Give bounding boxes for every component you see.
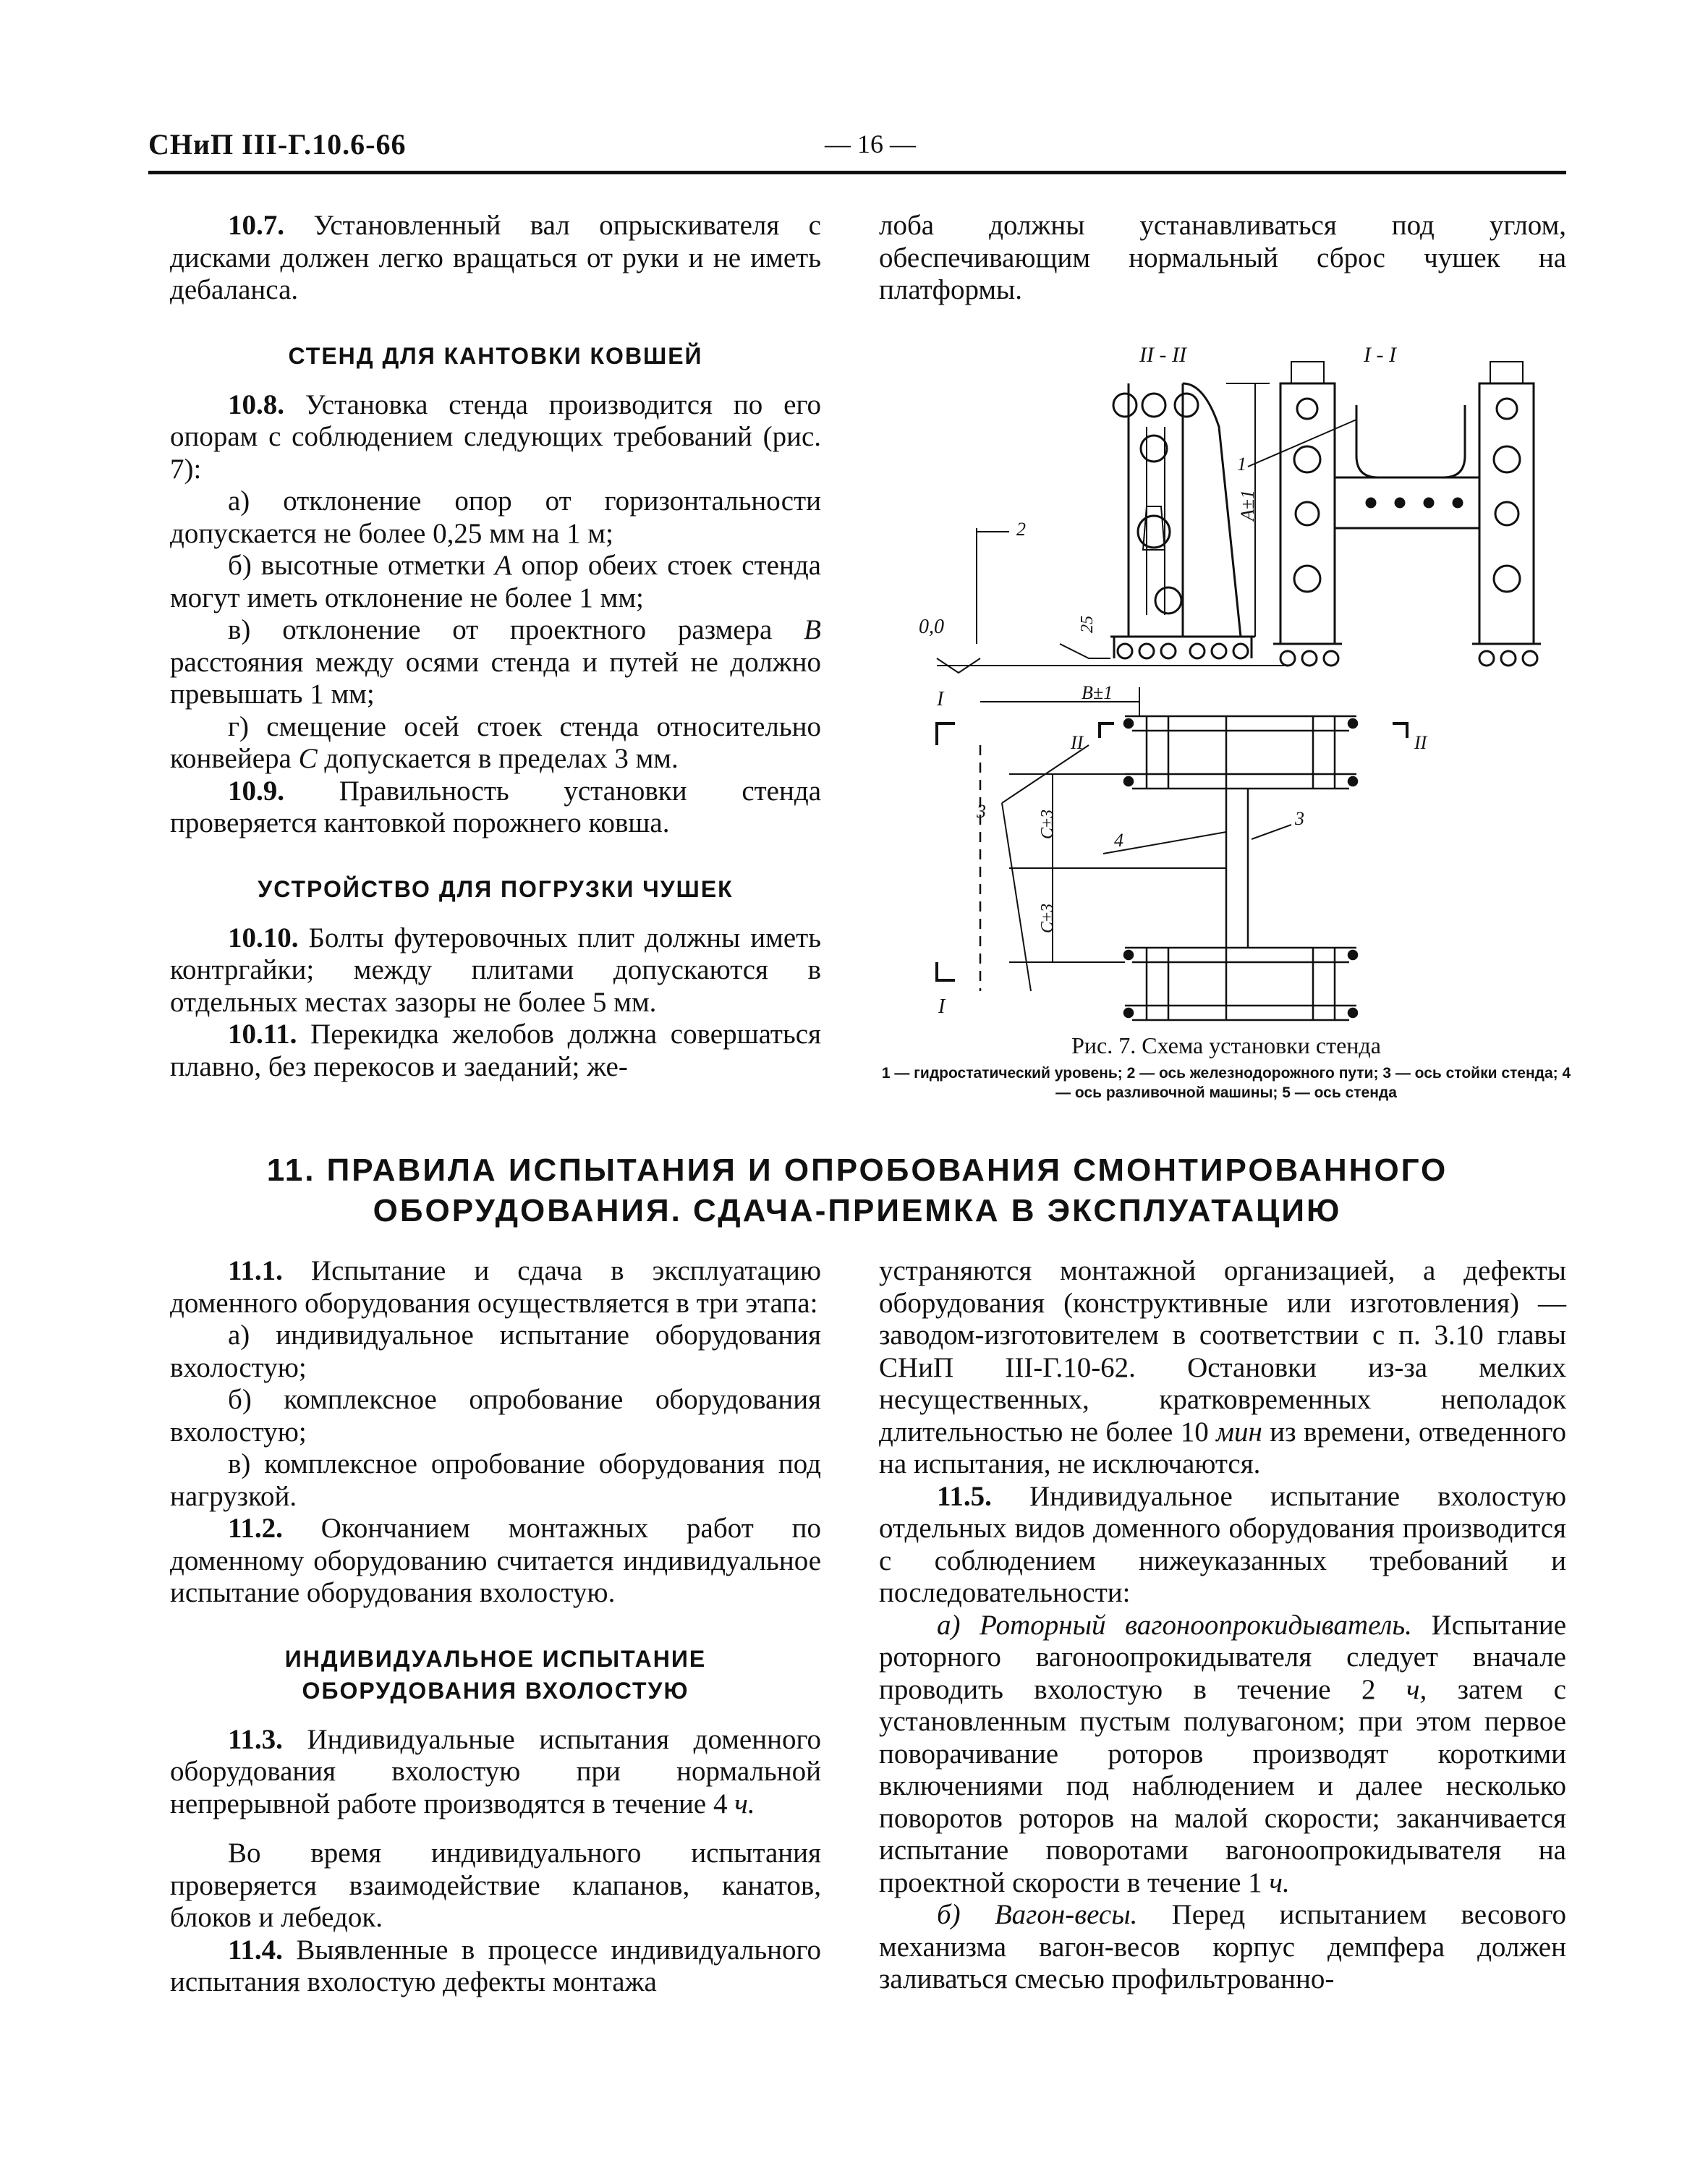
section-11-heading-line-1: 11. ПРАВИЛА ИСПЫТАНИЯ И ОПРОБОВАНИЯ СМОНТИРОВАННОГО xyxy=(266,1152,1448,1188)
list-item-v: в) отклонение от проектного размера В расстояния между осями стенда и путей не должно превышать 1 мм; xyxy=(170,614,821,710)
paragraph-10-9: 10.9. Правильность установки стенда проверяется кантовкой порожнего ковша. xyxy=(170,775,821,838)
figure-7 xyxy=(908,340,1573,1035)
list-item-wagon-scales: б) Вагон-весы. Перед испытанием весового механизма вагон-весов корпус демпфера должен заливаться смесью профильтрованно- xyxy=(879,1899,1566,1995)
paragraph-11-1: 11.1. Испытание и сдача в эксплуатацию доменного оборудования осуществляется в три этапа: xyxy=(170,1255,821,1319)
paragraph-11-2: 11.2. Окончанием монтажных работ по доменному оборудованию считается индивидуальное испытание оборудования вхолостую. xyxy=(170,1513,821,1608)
stand-front-view xyxy=(1237,362,1541,666)
paragraph-10-11: 10.11. Перекидка желобов должна совершаться плавно, без перекосов и заеданий; же- xyxy=(170,1019,821,1082)
section-heading-individual-line-2: ОБОРУДОВАНИЯ ВХОЛОСТУЮ xyxy=(302,1677,689,1704)
page-header xyxy=(148,127,1566,171)
callout-4: 4 xyxy=(1114,830,1123,851)
list-item-a: а) отклонение опор от горизонтальности допускается не более 0,25 мм на 1 м; xyxy=(170,485,821,549)
dimension-c-upper: C±3 xyxy=(1038,809,1057,839)
callout-1: 1 xyxy=(1237,454,1246,475)
figure-legend: 1 — гидростатический уровень; 2 — ось железнодорожного пути; 3 — ось стойки стенда; 4 — ось разливочной машины; 5 — ось стенда xyxy=(881,1065,1571,1101)
section-11-heading-line-2: ОБОРУДОВАНИЯ. СДАЧА-ПРИЕМКА В ЭКСПЛУАТАЦИЮ xyxy=(373,1193,1342,1228)
list-item-b: б) высотные отметки А опор обеих стоек стенда могут иметь отклонение не более 1 мм; xyxy=(170,550,821,613)
dimension-25: 25 xyxy=(1078,616,1097,633)
list-item-v: в) комплексное опробование оборудования под нагрузкой. xyxy=(170,1448,821,1512)
plan-view xyxy=(936,688,1428,1020)
callout-3-right: 3 xyxy=(1295,808,1304,829)
dimension-a: A±1 xyxy=(1237,489,1258,521)
dimension-b: B±1 xyxy=(1082,682,1113,703)
list-item-g: г) смещение осей стоек стенда относительно конвейера С допускается в пределах 3 мм. xyxy=(170,710,821,774)
page-number: — 16 — xyxy=(825,129,916,158)
section-heading-loader: УСТРОЙСТВО ДЛЯ ПОГРУЗКИ ЧУШЕК xyxy=(258,875,734,902)
section-heading-stand: СТЕНД ДЛЯ КАНТОВКИ КОВШЕЙ xyxy=(288,342,703,369)
section-mark-i-top: I xyxy=(937,688,944,710)
dimension-c-lower: C±3 xyxy=(1038,903,1057,933)
view-label-i: I - I xyxy=(1364,343,1396,367)
left-column-bottom xyxy=(170,1255,821,1999)
paragraph-11-3: 11.3. Индивидуальные испытания доменного оборудования вхолостую при нормальной непрерывной работе производятся в течение 4 ч. xyxy=(170,1723,821,1819)
callout-2: 2 xyxy=(1016,519,1026,540)
paragraph-11-4: 11.4. Выявленные в процессе индивидуального испытания вхолостую дефекты монтажа xyxy=(170,1934,821,1997)
list-item-a: а) индивидуальное испытание оборудования вхолостую; xyxy=(170,1320,821,1383)
callout-3-left: 3 xyxy=(977,801,986,822)
paragraph-continuation-bottom: устраняются монтажной организацией, а дефекты оборудования (конструктивные или изготовления) — заводом-изготовителем в соответствии с п. 3.10 главы СНиП III-Г.10-62. Остановки из-за мелких несущественных, кратковременных неполадок длительностью не более 10 мин из времени, отведенного на испытания, не исключаются. xyxy=(879,1255,1566,1479)
paragraph-10-7: 10.7. Установленный вал опрыскивателя с дисками должен легко вращаться от руки и не иметь дебаланса. xyxy=(170,210,821,305)
section-heading-individual-line-1: ИНДИВИДУАЛЬНОЕ ИСПЫТАНИЕ xyxy=(284,1645,707,1672)
paragraph-during-test: Во время индивидуального испытания проверяется взаимодействие клапанов, канатов, блоков и лебедок. xyxy=(170,1838,821,1933)
left-column-top xyxy=(170,210,821,1083)
section-mark-ii-right: II xyxy=(1414,732,1427,753)
stand-installation-diagram xyxy=(908,340,1573,1035)
list-item-b: б) комплексное опробование оборудования вхолостую; xyxy=(170,1384,821,1448)
right-column-top xyxy=(879,210,1566,307)
section-mark-i-bottom: I xyxy=(938,995,946,1018)
level-zero: 0,0 xyxy=(919,616,944,638)
paragraph-10-8: 10.8. Установка стенда производится по его опорам с соблюдением следующих требований (рис. 7): xyxy=(170,388,821,485)
paragraph-continuation-top: лоба должны устанавливаться под углом, обеспечивающим нормальный сброс чушек на платформы. xyxy=(879,210,1566,305)
right-column-bottom xyxy=(879,1255,1566,1996)
view-label-ii: II - II xyxy=(1139,343,1186,367)
paragraph-11-5: 11.5. Индивидуальное испытание вхолостую отдельных видов доменного оборудования производится с соблюдением нижеуказанных требований и последовательности: xyxy=(879,1480,1566,1608)
stand-side-view xyxy=(1110,383,1255,658)
figure-caption: Рис. 7. Схема установки стенда xyxy=(1071,1032,1381,1058)
section-11-heading xyxy=(148,1150,1566,1231)
list-item-rotor-tippler: а) Роторный вагоноопрокидыватель. Испытание роторного вагоноопрокидывателя следует вначале проводить вхолостую в течение 2 ч, затем с установленным пустым полувагоном; при этом первое поворачивание роторов производят короткими включениями под наблюдением и далее несколько поворотов роторов на малой скорости; заканчивается испытание поворотами вагоноопрокидывателя на проектной скорости в течение 1 ч. xyxy=(879,1609,1567,1898)
section-mark-ii-left: II xyxy=(1071,732,1084,753)
header-rule xyxy=(148,171,1566,174)
paragraph-10-10: 10.10. Болты футеровочных плит должны иметь контргайки; между плитами допускаются в отдельных местах зазоры не более 5 мм. xyxy=(170,922,821,1018)
dimension-lines xyxy=(919,383,1284,716)
document-code: СНиП III-Г.10.6-66 xyxy=(148,128,407,161)
